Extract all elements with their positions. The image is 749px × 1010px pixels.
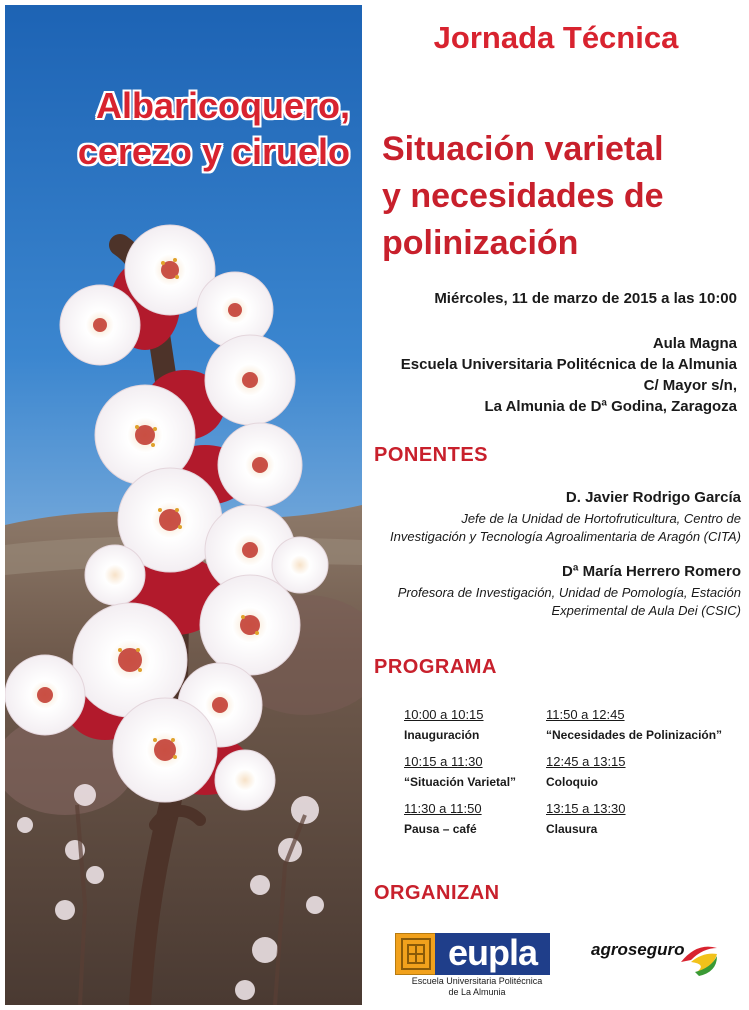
speaker-role-line: Profesora de Investigación, Unidad de Pomología, Estación: [397, 585, 741, 600]
eupla-subtitle: [402, 976, 552, 998]
agroseguro-logo: [591, 938, 721, 978]
program-item: [546, 799, 722, 846]
event-date: Miércoles, 11 de marzo de 2015 a las 10:00: [434, 290, 737, 307]
event-title-line-1: Situación varietal: [382, 130, 664, 168]
venue-line-1: Aula Magna: [652, 335, 737, 352]
eupla-subtitle-line: Escuela Universitaria Politécnica: [411, 976, 543, 986]
program-time: 11:50 a 12:45: [546, 707, 625, 722]
hero-photo: [5, 5, 362, 1005]
crop-title: [5, 83, 350, 175]
program-activity: Clausura: [546, 822, 598, 836]
program-activity: Pausa – café: [404, 822, 477, 836]
speaker-role-line: Investigación y Tecnología Agroalimentaria de Aragón (CITA): [390, 529, 741, 544]
program-item: [546, 705, 722, 752]
program-item: [404, 705, 516, 752]
agroseguro-wordmark: agroseguro: [591, 940, 685, 959]
event-title-line-2: y necesidades de: [382, 177, 664, 215]
program-time: 12:45 a 13:15: [546, 754, 626, 769]
organizer-logos: [362, 920, 749, 1000]
event-type: Jornada Técnica: [433, 20, 679, 55]
program-item: [546, 752, 722, 799]
program-column-left: [404, 705, 516, 846]
eupla-subtitle-line: de La Almunia: [448, 987, 506, 997]
organizers-heading: ORGANIZAN: [374, 882, 500, 904]
agroseguro-swoosh-icon: [677, 938, 721, 978]
eupla-logo: [395, 933, 550, 975]
event-title: [382, 126, 722, 267]
program-item: [404, 752, 516, 799]
program-activity: “Situación Varietal”: [404, 775, 517, 789]
venue-line-3: C/ Mayor s/n,: [643, 377, 737, 394]
program-activity: Inauguración: [404, 728, 480, 742]
eupla-wordmark: eupla: [435, 933, 550, 975]
speaker-role-line: Experimental de Aula Dei (CSIC): [551, 603, 741, 618]
program-activity: Coloquio: [546, 775, 598, 789]
program-item: [404, 799, 516, 846]
event-venue: [401, 333, 737, 417]
event-info-column: [362, 0, 749, 1010]
program-time: 13:15 a 13:30: [546, 801, 626, 816]
eupla-crest-icon: [395, 933, 437, 975]
speaker-name: Dª María Herrero Romero: [562, 563, 741, 580]
program-heading: PROGRAMA: [374, 656, 497, 678]
speaker-2: [398, 563, 741, 620]
crop-title-line-2: cerezo y ciruelo: [77, 131, 350, 172]
program-time: 10:00 a 10:15: [404, 707, 484, 722]
program-time: 10:15 a 11:30: [404, 754, 483, 769]
program-schedule: [404, 705, 739, 845]
speakers-heading: PONENTES: [374, 444, 489, 466]
speaker-role: [390, 510, 741, 546]
speaker-name: D. Javier Rodrigo García: [565, 489, 741, 506]
venue-line-4: La Almunia de Dª Godina, Zaragoza: [484, 398, 737, 415]
speaker-role-line: Jefe de la Unidad de Hortofruticultura, Centro de: [461, 511, 741, 526]
program-time: 11:30 a 11:50: [404, 801, 482, 816]
program-activity: “Necesidades de Polinización”: [546, 728, 723, 742]
event-title-line-3: polinización: [382, 224, 579, 262]
venue-line-2: Escuela Universitaria Politécnica de la Almunia: [400, 356, 737, 373]
program-column-right: [546, 705, 722, 846]
crop-title-line-1: Albaricoquero,: [95, 85, 350, 126]
speaker-role: [398, 584, 741, 620]
speaker-1: [390, 489, 741, 546]
